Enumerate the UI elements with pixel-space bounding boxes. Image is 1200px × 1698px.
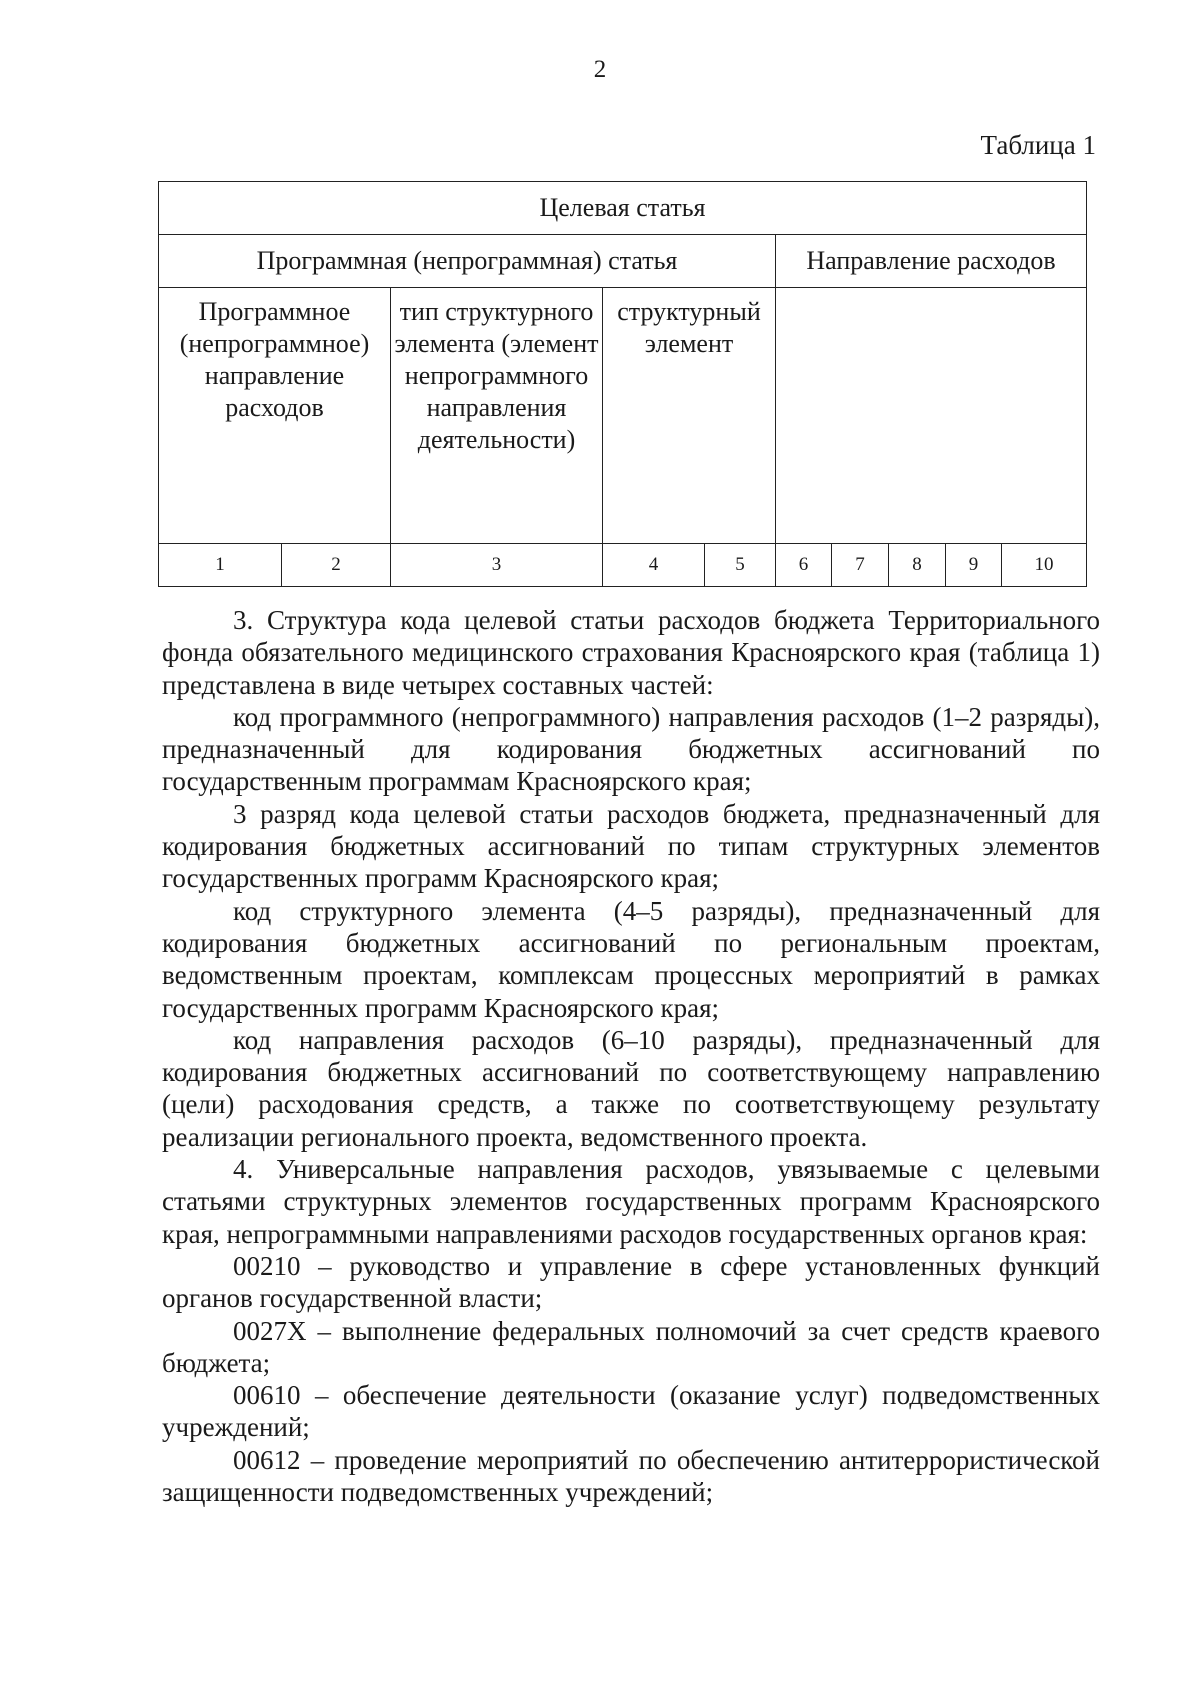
structural-element-header: структурный элемент xyxy=(603,288,776,544)
column-number: 10 xyxy=(1002,544,1087,587)
program-article-cell: Программная (непрограммная) статья xyxy=(159,235,776,288)
paragraph: код структурного элемента (4–5 разряды), предназначенный для кодирования бюджетных ассигнований по региональным проектам, ведомственным проектам, комплексам процессных мероприятий в рамках государственных программ Красноярского края; xyxy=(162,895,1100,1023)
column-number: 5 xyxy=(705,544,776,587)
paragraph: 00612 – проведение мероприятий по обеспечению антитеррористической защищенности подведомственных учреждений; xyxy=(162,1444,1100,1508)
column-number: 6 xyxy=(776,544,832,587)
table-title-cell: Целевая статья xyxy=(159,182,1087,235)
paragraph: 4. Универсальные направления расходов, увязываемые с целевыми статьями структурных элементов государственных программ Красноярского края, непрограммными направлениями расходов государственных органов края: xyxy=(162,1154,1100,1249)
page-number: 2 xyxy=(593,56,607,83)
paragraph: 00210 – руководство и управление в сфере установленных функций органов государственной власти; xyxy=(162,1250,1100,1314)
column-number: 8 xyxy=(889,544,946,587)
column-number: 2 xyxy=(282,544,391,587)
paragraph: код направления расходов (6–10 разряды), предназначенный для кодирования бюджетных ассигнований по соответствующему направлению (цели) расходования средств, а также по соответствующему результату реализации регионального проекта, ведомственного проекта. xyxy=(162,1024,1100,1152)
paragraph: 0027Х – выполнение федеральных полномочий за счет средств краевого бюджета; xyxy=(162,1315,1100,1378)
column-number: 3 xyxy=(391,544,603,587)
column-number: 1 xyxy=(159,544,282,587)
column-number: 4 xyxy=(603,544,705,587)
document-body xyxy=(162,604,1100,1508)
program-direction-header: Программное (непрограммное) направление расходов xyxy=(159,288,391,544)
element-type-header: тип структурного элемента (элемент непрограммного направления деятельности) xyxy=(391,288,603,544)
paragraph: код программного (непрограммного) направления расходов (1–2 разряды), предназначенный для кодирования бюджетных ассигнований по государственным программам Красноярского края; xyxy=(162,701,1100,797)
expense-direction-empty-cell xyxy=(776,288,1087,544)
expense-direction-cell: Направление расходов xyxy=(776,235,1087,288)
target-article-code-table xyxy=(158,181,1087,587)
column-number: 7 xyxy=(832,544,889,587)
paragraph: 3 разряд кода целевой статьи расходов бюджета, предназначенный для кодирования бюджетных ассигнований по типам структурных элементов государственных программ Красноярского края; xyxy=(162,798,1100,894)
paragraph: 00610 – обеспечение деятельности (оказание услуг) подведомственных учреждений; xyxy=(162,1380,1100,1443)
column-number: 9 xyxy=(946,544,1002,587)
table-caption: Таблица 1 xyxy=(980,130,1096,160)
paragraph: 3. Структура кода целевой статьи расходов бюджета Территориального фонда обязательного медицинского страхования Красноярского края (таблица 1) представлена в виде четырех составных частей: xyxy=(162,605,1100,700)
